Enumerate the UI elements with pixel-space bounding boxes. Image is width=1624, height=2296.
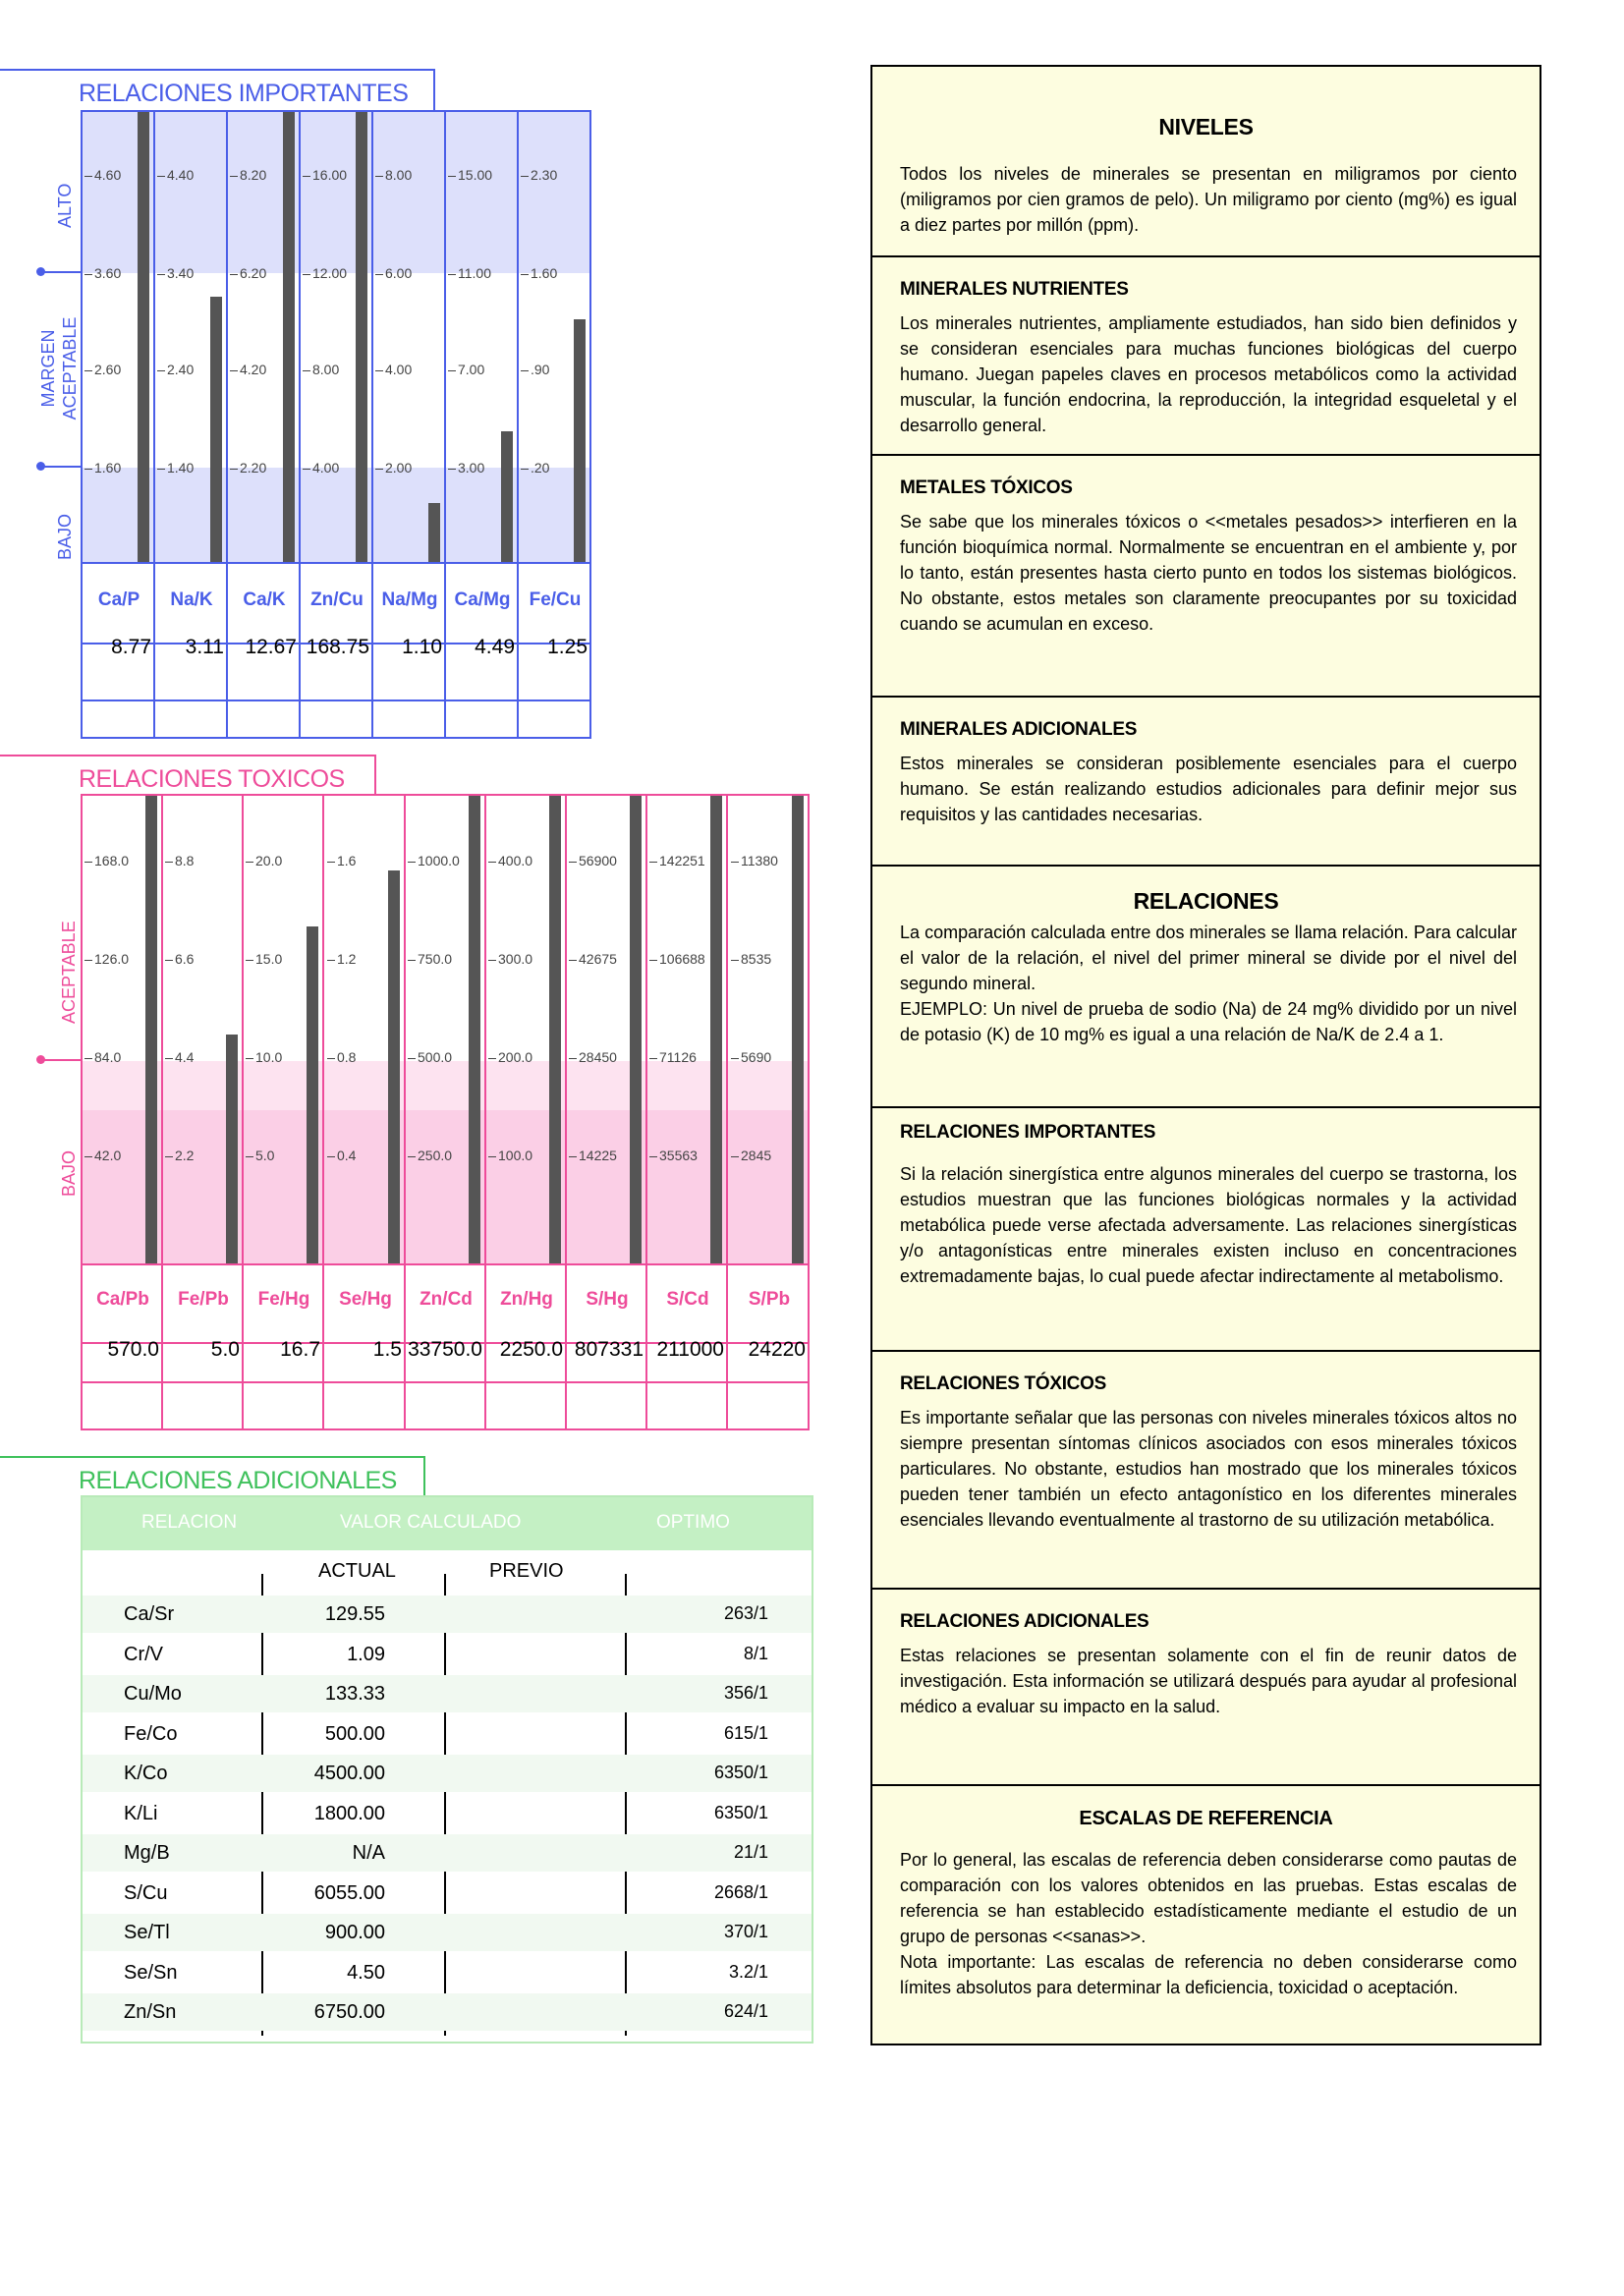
- toxicos-title: RELACIONES TOXICOS: [79, 765, 345, 793]
- ratio-column: [446, 112, 519, 737]
- row-actual: 1.09: [347, 1643, 385, 1665]
- row-optimo: 3.2/1: [728, 1961, 768, 1982]
- ratio-label: Fe/Hg: [257, 1289, 310, 1310]
- row-optimo: 624/1: [723, 2001, 768, 2021]
- ratio-value: 570.0: [107, 1338, 159, 1361]
- tick-label: 8.8: [165, 853, 194, 868]
- section-text-main: Todos los niveles de minerales se presentan en miligramos por ciento (miligramos por cien gramos de pelo). Un miligramo por ciento (mg%) es igual a diez partes por millón (ppm).: [900, 164, 1517, 235]
- ratio-bar: [307, 926, 318, 1263]
- ratio-column: [155, 112, 228, 737]
- ratio-value: 5.0: [210, 1338, 240, 1361]
- section-text: [900, 161, 1517, 238]
- section-text-extra: EJEMPLO: Un nivel de prueba de sodio (Na) de 24 mg% dividido por un nivel de potasio (K) de 10 mg% es igual a una relación de Na/K de 2.4 a 1.: [900, 999, 1517, 1044]
- tick-label: 42.0: [84, 1148, 121, 1163]
- table-row: [83, 1954, 812, 1991]
- ratio-bar: [792, 796, 804, 1263]
- section-text-main: Si la relación sinergística entre algunos minerales del cuerpo se trastorna, los estudios muestran que las funciones biológicas normales y la actividad metabólica puede verse afectada adversamente. Las relaciones sinergísticas y/o antagonísticas entre minerales existen incluso en concentraciones extremadamente bajas, lo cual puede afectar indirectamente al metabolismo.: [900, 1164, 1517, 1286]
- range-marker-line: [39, 1059, 81, 1061]
- ratio-label: S/Cd: [666, 1289, 709, 1310]
- tick-label: 126.0: [84, 951, 129, 967]
- row-actual: 6750.00: [313, 2001, 385, 2023]
- info-section: [872, 1352, 1540, 1590]
- row-name: Se/Sn: [124, 1961, 178, 1984]
- ratio-column: [301, 112, 373, 737]
- ratio-value: 16.7: [280, 1338, 320, 1361]
- row-actual: 900.00: [324, 1922, 385, 1943]
- section-title: ESCALAS DE REFERENCIA: [1079, 1808, 1333, 1829]
- tick-label: 1.2: [327, 951, 356, 967]
- tick-label: 14225: [569, 1148, 617, 1163]
- ratio-value: 1.5: [372, 1338, 402, 1361]
- tick-label: 56900: [569, 853, 617, 868]
- section-text: [900, 920, 1517, 1047]
- table-row: [83, 1795, 812, 1832]
- tick-label: 28450: [569, 1049, 617, 1065]
- tick-label: 0.8: [327, 1049, 356, 1065]
- ratio-bar: [388, 870, 400, 1263]
- tick-label: 15.00: [448, 167, 492, 183]
- section-text: [900, 1405, 1517, 1533]
- ratio-column: [244, 796, 324, 1428]
- section-text-main: Se sabe que los minerales tóxicos o <<metales pesados>> interfieren en la función bioquímica normal. Normalmente se encuentran en el ambiente y, por lo tanto, están presentes hasta cierto punto en todos los sistemas biológicos. No obstante, estos metales son claramente preocupantes por su toxicidad cuando se acumulan en exceso.: [900, 512, 1517, 634]
- tick-label: 4.20: [230, 362, 266, 377]
- ratio-bar: [145, 796, 157, 1263]
- ratio-label: Se/Hg: [339, 1289, 392, 1310]
- row-actual: 133.33: [324, 1683, 385, 1705]
- tick-label: 35563: [649, 1148, 698, 1163]
- tick-label: 12.00: [303, 265, 347, 281]
- section-title: RELACIONES: [1133, 888, 1279, 914]
- ratio-column: [406, 796, 486, 1428]
- zone-label-bajo: BAJO: [59, 1149, 79, 1197]
- header-valor: VALOR CALCULADO: [340, 1512, 522, 1533]
- tick-label: 3.40: [157, 265, 194, 281]
- ratio-label: Ca/Pb: [96, 1289, 149, 1310]
- tick-label: 15.0: [246, 951, 282, 967]
- table-row: [83, 1596, 812, 1633]
- range-marker-line: [39, 466, 81, 468]
- importantes-title-tab: [0, 69, 435, 110]
- row-name: K/Li: [124, 1802, 158, 1824]
- tick-label: 2.40: [157, 362, 194, 377]
- tick-label: 750.0: [408, 951, 452, 967]
- table-row: [83, 1834, 812, 1872]
- info-section: [872, 867, 1540, 1108]
- tick-label: 500.0: [408, 1049, 452, 1065]
- tick-label: 300.0: [488, 951, 532, 967]
- tick-label: 11380: [731, 853, 778, 868]
- range-marker-dot: [36, 1055, 45, 1064]
- table-row: [83, 1675, 812, 1712]
- tick-label: 4.00: [375, 362, 412, 377]
- info-section: [872, 1590, 1540, 1786]
- row-optimo: 21/1: [733, 1842, 768, 1862]
- row-actual: 4.50: [347, 1961, 385, 1984]
- tick-label: 1.60: [84, 460, 121, 476]
- ratio-bar: [283, 112, 295, 562]
- range-marker-dot: [36, 462, 45, 471]
- ratio-value: 4.49: [475, 636, 515, 658]
- section-title: RELACIONES ADICIONALES: [900, 1611, 1149, 1632]
- ratio-value: 1.25: [547, 636, 588, 658]
- ratio-column: [729, 796, 810, 1428]
- tick-label: 4.4: [165, 1049, 194, 1065]
- ratio-bar: [630, 796, 642, 1263]
- tick-label: 106688: [649, 951, 705, 967]
- tick-label: 42675: [569, 951, 617, 967]
- importantes-title: RELACIONES IMPORTANTES: [79, 80, 409, 107]
- tick-label: 11.00: [448, 265, 491, 281]
- subheader-actual: ACTUAL: [318, 1560, 396, 1582]
- ratio-label: Fe/Pb: [178, 1289, 229, 1310]
- ratio-label: Ca/Mg: [454, 589, 511, 610]
- section-title: MINERALES NUTRIENTES: [900, 279, 1129, 300]
- section-text-main: Los minerales nutrientes, ampliamente estudiados, han sido bien definidos y se consideran esenciales para muchas funciones biológicas del cuerpo humano. Juegan papeles claves en procesos metabólicos como la actividad muscular, la función endocrina, la reproducción, la integridad esqueletal y el desarrollo general.: [900, 313, 1517, 435]
- tick-label: 168.0: [84, 853, 129, 868]
- info-panel: [870, 65, 1541, 2045]
- section-title: RELACIONES TÓXICOS: [900, 1373, 1106, 1394]
- tick-label: 1.6: [327, 853, 356, 868]
- section-text-main: Es importante señalar que las personas con niveles minerales tóxicos altos no siempre presentan síntomas clínicos asociados con esos minerales tóxicos particulares. No obstante, estudios han mostrado que los minerales tóxicos pueden tener también un efecto antagonístico en los diferentes minerales esenciales llevando eventualmente al trastorno de su utilización metabólica.: [900, 1408, 1517, 1530]
- tick-label: 2.20: [230, 460, 266, 476]
- tick-label: 6.20: [230, 265, 266, 281]
- adicionales-table: [81, 1495, 813, 2044]
- ratio-label: Zn/Hg: [500, 1289, 553, 1310]
- ratio-value: 168.75: [306, 636, 369, 658]
- header-optimo: OPTIMO: [656, 1512, 730, 1533]
- tick-label: 6.00: [375, 265, 412, 281]
- ratio-label: Na/K: [170, 589, 213, 610]
- tick-label: 71126: [649, 1049, 697, 1065]
- section-text-extra: Nota importante: Las escalas de referencia no deben considerarse como límites absolutos para determinar la deficiencia, toxicidad o aceptación.: [900, 1952, 1517, 1997]
- ratio-label: Zn/Cd: [420, 1289, 473, 1310]
- section-text: [900, 751, 1517, 827]
- ratio-value: 24220: [748, 1338, 806, 1361]
- ratio-value: 33750.0: [408, 1338, 482, 1361]
- ratio-bar: [428, 503, 440, 562]
- tick-label: 4.40: [157, 167, 194, 183]
- ratio-column: [519, 112, 591, 737]
- table-row: [83, 1875, 812, 1912]
- row-name: Cr/V: [124, 1643, 163, 1665]
- row-name: Cu/Mo: [124, 1683, 182, 1705]
- adicionales-header: [83, 1497, 812, 1550]
- tick-label: 16.00: [303, 167, 347, 183]
- info-section: [872, 456, 1540, 698]
- section-text-main: Estas relaciones se presentan solamente con el fin de reunir datos de investigación. Esta información se utilizará después para ayudar al profesional médico a evaluar su impacto en la salud.: [900, 1646, 1517, 1716]
- ratio-label: S/Pb: [748, 1289, 791, 1310]
- ratio-bar: [356, 112, 367, 562]
- tick-label: 8535: [731, 951, 771, 967]
- row-optimo: 8/1: [743, 1643, 768, 1663]
- tick-label: 200.0: [488, 1049, 532, 1065]
- tick-label: 4.00: [303, 460, 339, 476]
- tick-label: 8.00: [375, 167, 412, 183]
- ratio-label: Ca/P: [97, 589, 140, 610]
- zone-label-aceptable: ACEPTABLE: [59, 921, 79, 1024]
- tick-label: 2.60: [84, 362, 121, 377]
- importantes-chart: [81, 110, 591, 739]
- adicionales-title: RELACIONES ADICIONALES: [79, 1467, 397, 1494]
- tick-label: 400.0: [488, 853, 532, 868]
- range-marker-dot: [36, 267, 45, 276]
- section-text-main: La comparación calculada entre dos minerales se llama relación. Para calcular el valor de la relación, el nivel del primer mineral se divide por el nivel del segundo mineral.: [900, 923, 1517, 993]
- tick-label: 1000.0: [408, 853, 460, 868]
- section-title: RELACIONES IMPORTANTES: [900, 1122, 1156, 1143]
- ratio-value: 8.77: [111, 636, 151, 658]
- adicionales-title-tab: [0, 1456, 425, 1497]
- ratio-value: 2250.0: [499, 1338, 563, 1361]
- tick-label: .20: [521, 460, 549, 476]
- zone-label-margen: MARGEN ACEPTABLE: [38, 316, 80, 420]
- info-section: [872, 257, 1540, 456]
- tick-label: 10.0: [246, 1049, 282, 1065]
- row-actual: 1800.00: [313, 1802, 385, 1824]
- row-name: Se/Tl: [124, 1922, 170, 1943]
- info-section: [872, 1108, 1540, 1352]
- row-actual: N/A: [352, 1842, 385, 1864]
- ratio-bar: [549, 796, 561, 1263]
- tick-label: 5690: [731, 1049, 771, 1065]
- ratio-column: [228, 112, 301, 737]
- section-text: [900, 1643, 1517, 1719]
- row-actual: 129.55: [324, 1603, 385, 1625]
- tick-label: 5.0: [246, 1148, 274, 1163]
- row-name: Ca/Sr: [124, 1603, 175, 1625]
- info-section: [872, 1786, 1540, 2044]
- section-text: [900, 310, 1517, 438]
- tick-label: 4.60: [84, 167, 121, 183]
- section-text-main: Por lo general, las escalas de referencia deben considerarse como pautas de comparación con los valores obtenidos en las pruebas. Estas escalas de referencia se han establecido estadísticamente mediante el estudio de un grupo de personas <<sanas>>.: [900, 1850, 1517, 1946]
- tick-label: 20.0: [246, 853, 282, 868]
- ratio-bar: [574, 319, 586, 562]
- ratio-column: [83, 796, 163, 1428]
- row-optimo: 263/1: [723, 1603, 768, 1623]
- range-marker-line: [39, 271, 81, 273]
- ratio-bar: [210, 297, 222, 562]
- tick-label: .90: [521, 362, 549, 377]
- table-row: [83, 1755, 812, 1792]
- zone-label-alto: ALTO: [55, 183, 75, 228]
- ratio-column: [647, 796, 728, 1428]
- table-row: [83, 1914, 812, 1951]
- row-actual: 4500.00: [313, 1763, 385, 1784]
- tick-label: 142251: [649, 853, 705, 868]
- ratio-bar: [469, 796, 480, 1263]
- ratio-label: S/Hg: [586, 1289, 629, 1310]
- ratio-label: Fe/Cu: [529, 589, 582, 610]
- ratio-value: 3.11: [185, 636, 224, 658]
- row-actual: 6055.00: [313, 1881, 385, 1904]
- tick-label: 100.0: [488, 1148, 532, 1163]
- ratio-bar: [138, 112, 149, 562]
- ratio-column: [486, 796, 567, 1428]
- row-optimo: 615/1: [723, 1722, 768, 1743]
- tick-label: 250.0: [408, 1148, 452, 1163]
- tick-label: 1.40: [157, 460, 194, 476]
- ratio-column: [325, 796, 406, 1428]
- tick-label: 0.4: [327, 1148, 356, 1163]
- section-text: [900, 1847, 1517, 2000]
- zone-label-bajo: BAJO: [55, 513, 75, 560]
- info-section: [872, 67, 1540, 257]
- tick-label: 2.2: [165, 1148, 194, 1163]
- ratio-column: [373, 112, 446, 737]
- section-title: NIVELES: [1158, 114, 1254, 140]
- row-optimo: 356/1: [723, 1683, 768, 1703]
- ratio-column: [567, 796, 647, 1428]
- tick-label: 84.0: [84, 1049, 121, 1065]
- row-name: K/Co: [124, 1763, 168, 1784]
- toxicos-chart: [81, 794, 810, 1430]
- tick-label: 3.60: [84, 265, 121, 281]
- section-title: METALES TÓXICOS: [900, 477, 1073, 498]
- ratio-label: Na/Mg: [381, 589, 438, 610]
- ratio-value: 1.10: [402, 636, 442, 658]
- ratio-bar: [501, 431, 513, 562]
- table-row: [83, 1715, 812, 1753]
- toxicos-title-tab: [0, 755, 376, 796]
- section-text: [900, 1161, 1517, 1289]
- section-text-main: Estos minerales se consideran posiblemente esenciales para el cuerpo humano. Se están realizando estudios adicionales para definir mejor sus requisitos y las cantidades necesarias.: [900, 754, 1517, 824]
- ratio-column: [83, 112, 155, 737]
- row-name: Zn/Sn: [124, 2001, 177, 2023]
- section-text: [900, 509, 1517, 637]
- ratio-label: Ca/K: [243, 589, 286, 610]
- table-row: [83, 1636, 812, 1673]
- ratio-value: 211000: [656, 1338, 724, 1361]
- ratio-value: 12.67: [245, 636, 297, 658]
- subheader-previo: PREVIO: [489, 1560, 564, 1582]
- ratio-label: Zn/Cu: [310, 589, 364, 610]
- tick-label: 2.30: [521, 167, 557, 183]
- row-name: Mg/B: [124, 1842, 170, 1864]
- row-optimo: 6350/1: [713, 1802, 768, 1822]
- table-row: [83, 1993, 812, 2031]
- row-optimo: 2668/1: [713, 1881, 768, 1902]
- section-title: MINERALES ADICIONALES: [900, 719, 1138, 740]
- tick-label: 1.60: [521, 265, 557, 281]
- ratio-value: 807331: [574, 1338, 644, 1361]
- ratio-column: [163, 796, 244, 1428]
- row-actual: 500.00: [324, 1722, 385, 1745]
- info-section: [872, 698, 1540, 867]
- tick-label: 6.6: [165, 951, 194, 967]
- tick-label: 3.00: [448, 460, 484, 476]
- row-name: S/Cu: [124, 1881, 168, 1904]
- tick-label: 2845: [731, 1148, 771, 1163]
- tick-label: 8.00: [303, 362, 339, 377]
- tick-label: 2.00: [375, 460, 412, 476]
- ratio-bar: [710, 796, 722, 1263]
- tick-label: 7.00: [448, 362, 484, 377]
- row-optimo: 370/1: [723, 1922, 768, 1941]
- row-optimo: 6350/1: [713, 1763, 768, 1782]
- ratio-bar: [226, 1035, 238, 1263]
- row-name: Fe/Co: [124, 1722, 178, 1745]
- tick-label: 8.20: [230, 167, 266, 183]
- header-relacion: RELACION: [141, 1512, 238, 1533]
